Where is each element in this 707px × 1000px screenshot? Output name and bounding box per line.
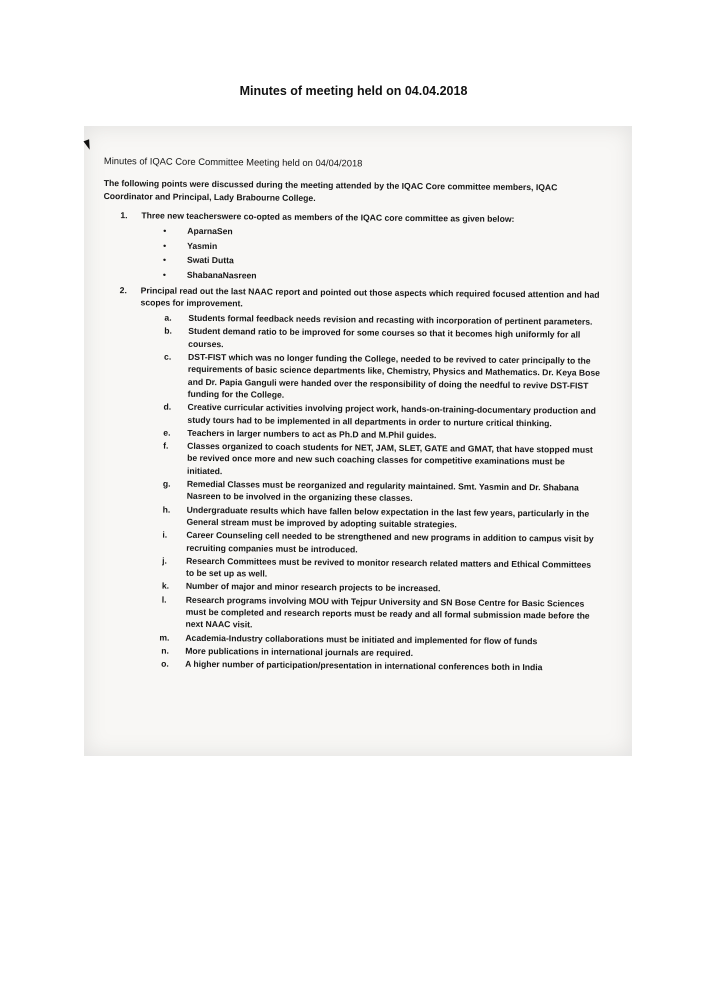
sub-point: [140, 325, 602, 354]
sub-point-letter: d.: [163, 401, 172, 412]
member-name: AparnaSen: [187, 225, 233, 237]
member-name: ShabanaNasreen: [186, 269, 257, 281]
bullet-icon: •: [162, 254, 167, 265]
sub-point-text: Research programs involving MOU with Tejpur University and SN Bose Centre for Basic Sciences must be completed and research reports must be ready and all formal submission made before the next NAAC visit.: [185, 594, 590, 630]
sub-point-letter: o.: [161, 658, 169, 669]
sub-point-letter: h.: [162, 504, 171, 515]
member-item: [163, 268, 603, 287]
sub-point-letter: j.: [162, 555, 167, 566]
sub-point-text: Teachers in larger numbers to act as Ph.D and M.Phil guides.: [187, 427, 437, 441]
sub-point-letter: l.: [161, 594, 167, 605]
sub-points-list: [137, 312, 602, 675]
document-title: Minutes of IQAC Core Committee Meeting held on 04/04/2018: [103, 155, 363, 169]
sub-point-text: Academia-Industry collaborations must be initiated and implemented for flow of funds: [185, 632, 538, 646]
sub-point-letter: m.: [159, 632, 170, 643]
sub-point-letter: n.: [161, 645, 169, 656]
sub-point: [138, 529, 600, 558]
new-members-list: [141, 224, 604, 287]
sub-point: [138, 503, 600, 532]
main-point-number: 1.: [120, 210, 128, 221]
intro-paragraph: The following points were discussed during the meeting attended by the IQAC Core committee members, IQAC Coordinator and Principal, Lady Brabourne College.: [103, 178, 558, 203]
sub-point-letter: f.: [163, 440, 169, 451]
main-point-1: [103, 209, 604, 286]
sub-point: [138, 554, 600, 583]
sub-point-text: Number of major and minor research projects to be increased.: [185, 581, 441, 594]
sub-point-letter: k.: [161, 580, 170, 592]
member-name: Yasmin: [187, 240, 218, 251]
bullet-icon: •: [162, 269, 166, 280]
sub-point-letter: i.: [162, 529, 168, 540]
sub-point-text: Creative curricular activities involving project work, hands-on-training-documentary production and study tours had to be implemented in all departments in order to nurture critical thinking.: [187, 402, 596, 428]
sub-point: [139, 477, 601, 506]
bullet-icon: •: [163, 240, 167, 251]
main-point-number: 2.: [119, 284, 127, 295]
sub-point: [140, 350, 602, 404]
sub-point-text: Undergraduate results which have fallen below expectation in the last few years, particularly in the General stream must be improved by adopting suitable strategies.: [186, 504, 590, 530]
sub-point-letter: c.: [164, 351, 172, 362]
sub-point-letter: b.: [164, 326, 173, 337]
sub-point: [139, 401, 601, 430]
bullet-icon: •: [163, 225, 167, 236]
member-name: Swati Dutta: [186, 255, 234, 266]
sub-point-text: DST-FIST which was no longer funding the College, needed to be revived to cater principally to the requirements of basic science departments like, Chemistry, Physics and Mathematics. Dr. Keya Bose and Dr. Papia Ganguli were handed over the responsibility of doing the needful to revive DST-FIST funding for the College.: [187, 351, 601, 400]
main-points-list: [99, 209, 603, 674]
sub-point-text: Classes organized to coach students for NET, JAM, SLET, GATE and GMAT, that have stopped must be revived once more and new such coaching classes for competitive examinations must be initiated.: [186, 440, 593, 476]
main-point-text: Principal read out the last NAAC report and pointed out those aspects which required focused attention and had scopes for improvement.: [140, 284, 600, 309]
sub-point: [137, 593, 599, 634]
scanned-minutes: [99, 155, 604, 675]
sub-point: [139, 439, 601, 480]
sub-point-letter: g.: [162, 478, 171, 489]
sub-point-text: More publications in international journals are required.: [185, 645, 414, 658]
main-point-2: [99, 284, 603, 675]
main-point-text: Three new teacherswere co-opted as members of the IQAC core committee as given below:: [141, 210, 515, 224]
sub-point-text: Career Counseling cell needed to be strengthened and new programs in addition to campus visit by recruiting companies must be introduced.: [186, 530, 594, 554]
sub-point-text: Student demand ratio to be improved for some courses so that it becomes high uniformly for all courses.: [188, 326, 581, 349]
page-title: Minutes of meeting held on 04.04.2018: [239, 84, 468, 98]
sub-point-text: Students formal feedback needs revision and recasting with incorporation of pertinent parameters.: [188, 312, 593, 327]
sub-point-text: Remedial Classes must be reorganized and regularity maintained. Smt. Yasmin and Dr. Shabana Nasreen to be involved in the organizing these classes.: [186, 478, 579, 504]
sub-point-letter: e.: [163, 427, 171, 438]
sub-point-text: Research Committees must be revived to monitor research related matters and Ethical Committees to be set up as well.: [185, 555, 592, 579]
sub-point-letter: a.: [164, 312, 172, 323]
sub-point-text: A higher number of participation/presentation in international conferences both in India: [185, 658, 543, 673]
